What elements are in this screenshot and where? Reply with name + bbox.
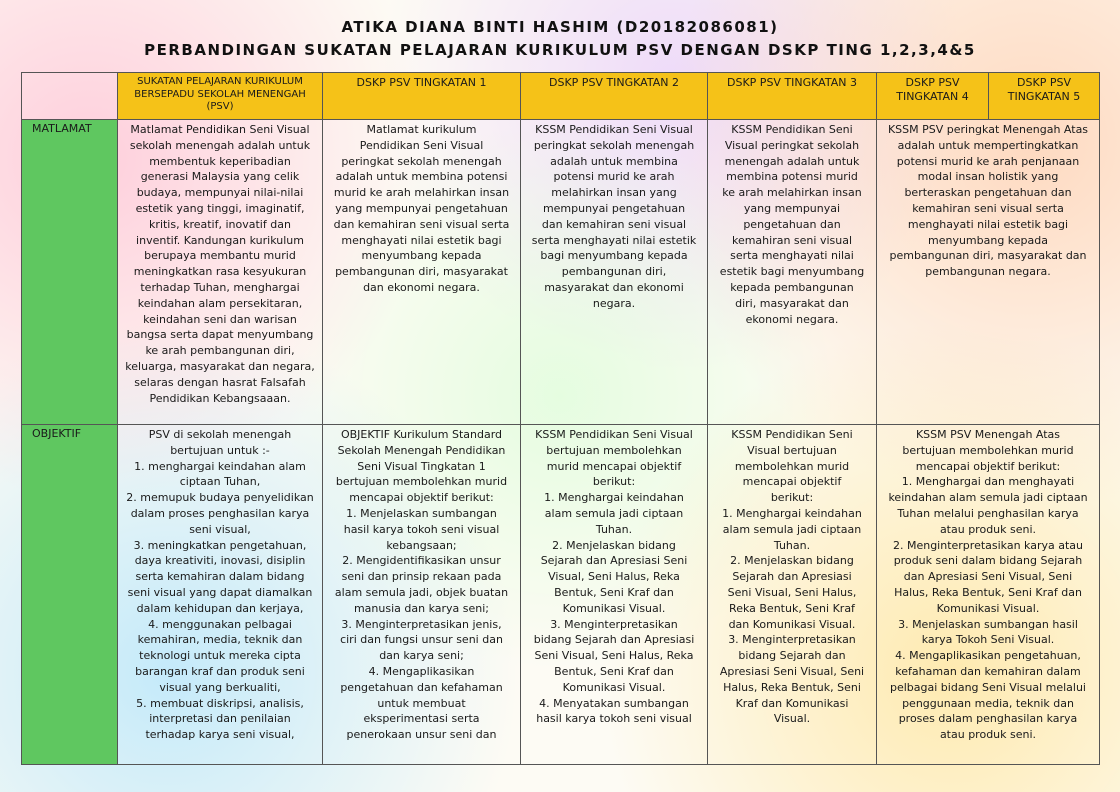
header-tingkatan-5: DSKP PSV TINGKATAN 5 bbox=[989, 73, 1100, 120]
row-label-matlamat: MATLAMAT bbox=[22, 120, 118, 425]
table-header-row bbox=[22, 73, 1100, 120]
row-label-objektif: OBJEKTIF bbox=[22, 425, 118, 765]
document-title: ATIKA DIANA BINTI HASHIM (D20182086081) bbox=[341, 18, 779, 36]
cell-objektif-sukatan: PSV di sekolah menengah bertujuan untuk :- 1. menghargai keindahan alam ciptaan Tuhan, 2. memupuk budaya penyelidikan dalam proses penghasilan karya seni visual, 3. meningkatkan pengetahuan, daya kreativiti, inovasi, disiplin serta kemahiran dalam bidang seni visual yang dapat diamalkan dalam kehidupan dan kerjaya, 4. menggunakan pelbagai kemahiran, media, teknik dan teknologi untuk mereka cipta barangan kraf dan produk seni visual yang berkualiti, 5. membuat diskripsi, analisis, interpretasi dan penilaian terhadap karya seni visual, bbox=[118, 425, 323, 765]
header-tingkatan-1: DSKP PSV TINGKATAN 1 bbox=[323, 73, 521, 120]
document-subtitle: PERBANDINGAN SUKATAN PELAJARAN KURIKULUM PSV DENGAN DSKP TING 1,2,3,4&5 bbox=[144, 41, 976, 59]
table-row bbox=[22, 425, 1100, 765]
table-row bbox=[22, 120, 1100, 425]
header-tingkatan-3: DSKP PSV TINGKATAN 3 bbox=[708, 73, 877, 120]
cell-matlamat-tingkatan-1: Matlamat kurikulum Pendidikan Seni Visual peringkat sekolah menengah adalah untuk membina potensi murid ke arah melahirkan insan yang mempunyai pengetahuan dan kemahiran seni visual serta menghayati nilai estetik bagi menyumbang kepada pembangunan diri, masyarakat dan ekonomi negara. bbox=[323, 120, 521, 425]
header-corner bbox=[22, 73, 118, 120]
cell-matlamat-tingkatan-3: KSSM Pendidikan Seni Visual peringkat sekolah menengah adalah untuk membina potensi murid ke arah melahirkan insan yang mempunyai pengetahuan dan kemahiran seni visual serta menghayati nilai estetik bagi menyumbang kepada pembangunan diri, masyarakat dan ekonomi negara. bbox=[708, 120, 877, 425]
cell-matlamat-tingkatan-2: KSSM Pendidikan Seni Visual peringkat sekolah menengah adalah untuk membina potensi murid ke arah melahirkan insan yang mempunyai pengetahuan dan kemahiran seni visual serta menghayati nilai estetik bagi menyumbang kepada pembangunan diri, masyarakat dan ekonomi negara. bbox=[521, 120, 708, 425]
cell-objektif-tingkatan-2: KSSM Pendidikan Seni Visual bertujuan membolehkan murid mencapai objektif berikut: 1. Menghargai keindahan alam semula jadi ciptaan Tuhan. 2. Menjelaskan bidang Sejarah dan Apresiasi Seni Visual, Seni Halus, Reka Bentuk, Seni Kraf dan Komunikasi Visual. 3. Menginterpretasikan bidang Sejarah dan Apresiasi Seni Visual, Seni Halus, Reka Bentuk, Seni Kraf dan Komunikasi Visual. 4. Menyatakan sumbangan hasil karya tokoh seni visual bbox=[521, 425, 708, 765]
cell-matlamat-tingkatan-4-5: KSSM PSV peringkat Menengah Atas adalah untuk mempertingkatkan potensi murid ke arah penjanaan modal insan holistik yang berteraskan pengetahuan dan kemahiran seni visual serta menghayati nilai estetik bagi menyumbang kepada pembangunan diri, masyarakat dan pembangunan negara. bbox=[877, 120, 1100, 425]
cell-objektif-tingkatan-3: KSSM Pendidikan Seni Visual bertujuan membolehkan murid mencapai objektif berikut: 1. Menghargai keindahan alam semula jadi ciptaan Tuhan. 2. Menjelaskan bidang Sejarah dan Apresiasi Seni Visual, Seni Halus, Reka Bentuk, Seni Kraf dan Komunikasi Visual. 3. Menginterpretasikan bidang Sejarah dan Apresiasi Seni Visual, Seni Halus, Reka Bentuk, Seni Kraf dan Komunikasi Visual. bbox=[708, 425, 877, 765]
cell-objektif-tingkatan-4-5: KSSM PSV Menengah Atas bertujuan membolehkan murid mencapai objektif berikut: 1. Menghargai dan menghayati keindahan alam semula jadi ciptaan Tuhan melalui penghasilan karya atau produk seni. 2. Menginterpretasikan karya atau produk seni dalam bidang Sejarah dan Apresiasi Seni Visual, Seni Halus, Reka Bentuk, Seni Kraf dan Komunikasi Visual. 3. Menjelaskan sumbangan hasil karya Tokoh Seni Visual. 4. Mengaplikasikan pengetahuan, kefahaman dan kemahiran dalam pelbagai bidang Seni Visual melalui penggunaan media, teknik dan proses dalam penghasilan karya atau produk seni. bbox=[877, 425, 1100, 765]
cell-matlamat-sukatan: Matlamat Pendidikan Seni Visual sekolah menengah adalah untuk membentuk keperibadian generasi Malaysia yang celik budaya, mempunyai nilai-nilai estetik yang tinggi, imaginatif, kritis, kreatif, inovatif dan inventif. Kandungan kurikulum berupaya membantu murid meningkatkan rasa kesyukuran terhadap Tuhan, menghargai keindahan alam persekitaran, keindahan seni dan warisan bangsa serta dapat menyumbang ke arah pembangunan diri, keluarga, masyarakat dan negara, selaras dengan hasrat Falsafah Pendidikan Kebangsaaan. bbox=[118, 120, 323, 425]
comparison-table bbox=[21, 72, 1100, 765]
header-tingkatan-2: DSKP PSV TINGKATAN 2 bbox=[521, 73, 708, 120]
header-tingkatan-4: DSKP PSV TINGKATAN 4 bbox=[877, 73, 989, 120]
cell-objektif-tingkatan-1: OBJEKTIF Kurikulum Standard Sekolah Menengah Pendidikan Seni Visual Tingkatan 1 bertujuan membolehkan murid mencapai objektif berikut: 1. Menjelaskan sumbangan hasil karya tokoh seni visual kebangsaan; 2. Mengidentifikasikan unsur seni dan prinsip rekaan pada alam semula jadi, objek buatan manusia dan karya seni; 3. Menginterpretasikan jenis, ciri dan fungsi unsur seni dan dan karya seni; 4. Mengaplikasikan pengetahuan dan kefahaman untuk membuat eksperimentasi serta penerokaan unsur seni dan bbox=[323, 425, 521, 765]
header-sukatan: SUKATAN PELAJARAN KURIKULUM BERSEPADU SEKOLAH MENENGAH (PSV) bbox=[118, 73, 323, 120]
